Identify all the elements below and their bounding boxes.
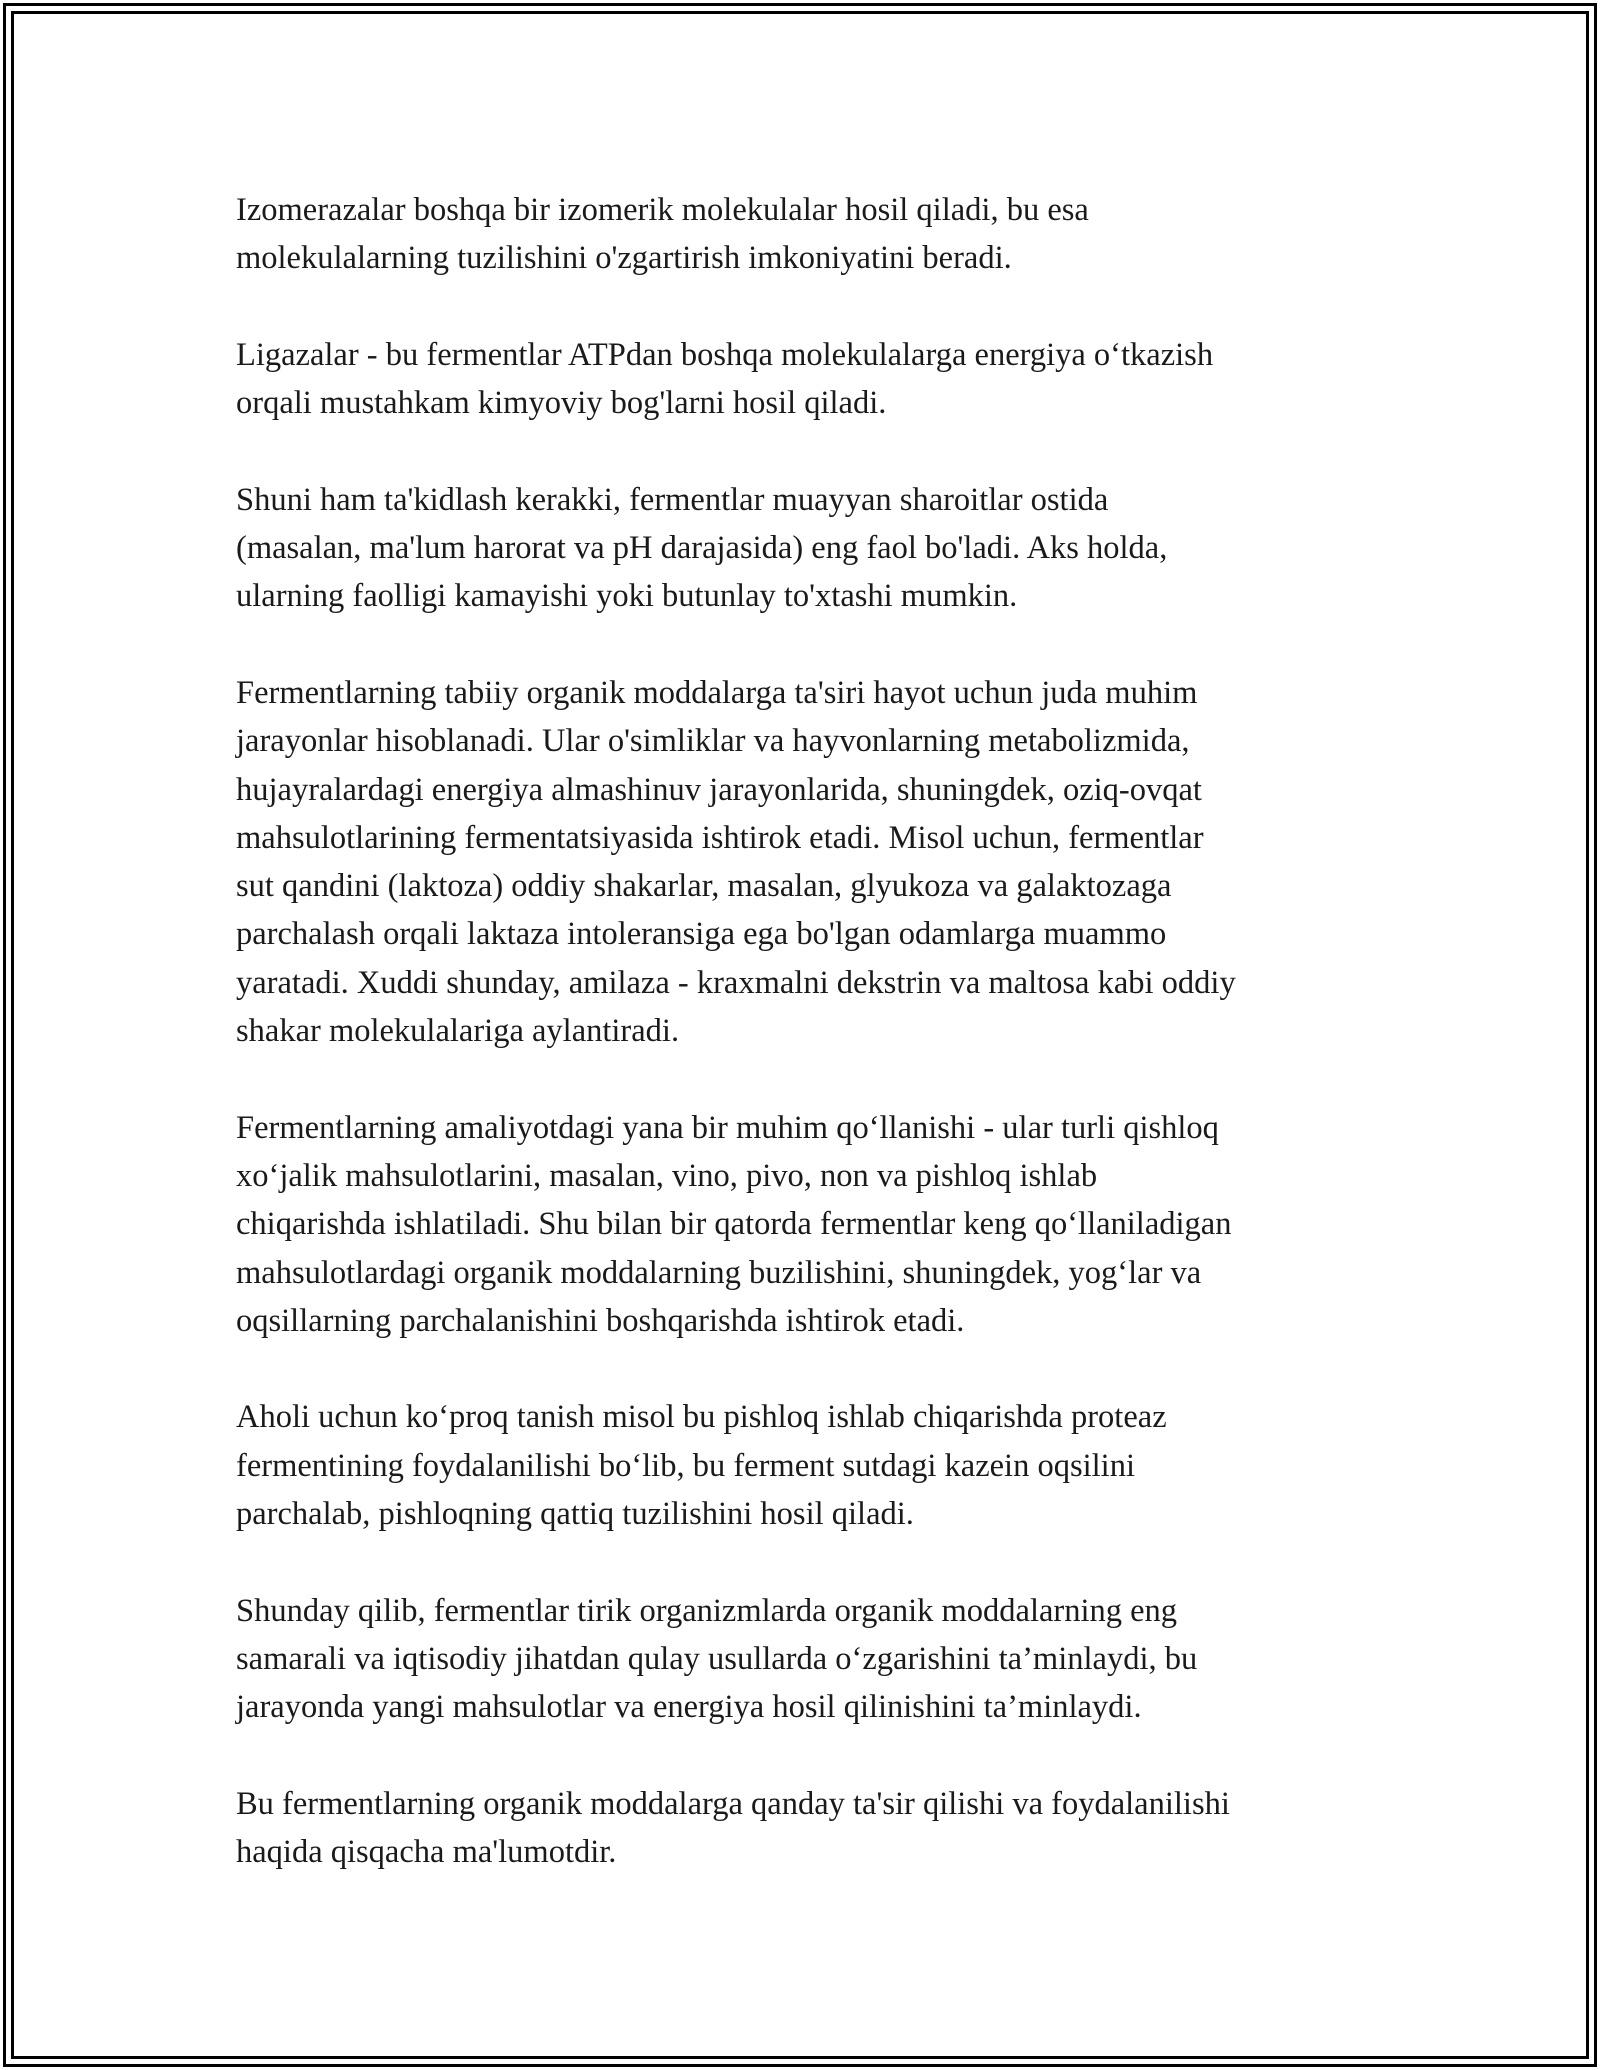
text-line: Bu fermentlarning organik moddalarga qanday ta'sir qilishi va foydalanilishi	[236, 1785, 1230, 1822]
text-line: Ligazalar - bu fermentlar ATPdan boshqa molekulalarga energiya o‘tkazish	[236, 336, 1214, 373]
text-line: hujayralardagi energiya almashinuv jarayonlarida, shuningdek, oziq-ovqat	[236, 771, 1202, 808]
paragraph-practical-use	[236, 1104, 1386, 1345]
text-line: Izomerazalar boshqa bir izomerik molekulalar hosil qiladi, bu esa	[236, 192, 1089, 228]
text-line: ularning faolligi kamayishi yoki butunlay to'xtashi mumkin.	[236, 578, 1018, 615]
text-line: Fermentlarning tabiiy organik moddalarga ta'siri hayot uchun juda muhim	[236, 674, 1198, 711]
text-line: mahsulotlarining fermentatsiyasida ishtirok etadi. Misol uchun, fermentlar	[236, 819, 1204, 856]
text-line: Shuni ham ta'kidlash kerakki, fermentlar muayyan sharoitlar ostida	[236, 481, 1109, 518]
text-line: jarayonlar hisoblanadi. Ular o'simliklar va hayvonlarning metabolizmida,	[236, 723, 1190, 760]
text-line: mahsulotlardagi organik moddalarning buzilishini, shuningdek, yog‘lar va	[236, 1254, 1202, 1291]
paragraph-ligases	[236, 331, 1386, 428]
text-line: samarali va iqtisodiy jihatdan qulay usullarda o‘zgarishini ta’minlaydi, bu	[236, 1640, 1198, 1677]
text-line: parchalash orqali laktaza intoleransiga ega bo'lgan odamlarga muammo	[236, 916, 1167, 953]
text-line: xo‘jalik mahsulotlarini, masalan, vino, pivo, non va pishloq ishlab	[236, 1157, 1098, 1194]
text-line: Aholi uchun ko‘proq tanish misol bu pishloq ishlab chiqarishda proteaz	[236, 1399, 1167, 1436]
document-body	[236, 186, 1386, 1876]
paragraph-isomerases	[236, 186, 1386, 283]
paragraph-cheese-example	[236, 1393, 1386, 1538]
paragraph-conditions	[236, 476, 1386, 621]
paragraph-conclusion	[236, 1587, 1386, 1732]
text-line: parchalab, pishloqning qattiq tuzilishini hosil qiladi.	[236, 1496, 914, 1533]
text-line: oqsillarning parchalanishini boshqarishda ishtirok etadi.	[236, 1302, 965, 1339]
text-line: fermentining foydalanilishi bo‘lib, bu ferment sutdagi kazein oqsilini	[236, 1447, 1135, 1484]
text-line: shakar molekulalariga aylantiradi.	[236, 1013, 680, 1050]
text-line: chiqarishda ishlatiladi. Shu bilan bir qatorda fermentlar keng qo‘llaniladigan	[236, 1206, 1232, 1243]
paragraph-summary	[236, 1780, 1386, 1877]
text-line: jarayonda yangi mahsulotlar va energiya hosil qilinishini ta’minlaydi.	[236, 1689, 1142, 1726]
text-line: haqida qisqacha ma'lumotdir.	[236, 1834, 617, 1871]
text-line: molekulalarning tuzilishini o'zgartirish imkoniyatini beradi.	[236, 240, 1012, 277]
text-line: yaratadi. Xuddi shunday, amilaza - kraxmalni dekstrin va maltosa kabi oddiy	[236, 964, 1236, 1001]
text-line: Fermentlarning amaliyotdagi yana bir muhim qo‘llanishi - ular turli qishloq	[236, 1109, 1219, 1146]
paragraph-natural-effects	[236, 669, 1386, 1055]
text-line: Shunday qilib, fermentlar tirik organizmlarda organik moddalarning eng	[236, 1592, 1178, 1629]
text-line: sut qandini (laktoza) oddiy shakarlar, masalan, glyukoza va galaktozaga	[236, 868, 1172, 905]
text-line: orqali mustahkam kimyoviy bog'larni hosil qiladi.	[236, 385, 887, 422]
text-line: (masalan, ma'lum harorat va pH darajasida) eng faol bo'ladi. Aks holda,	[236, 530, 1168, 567]
